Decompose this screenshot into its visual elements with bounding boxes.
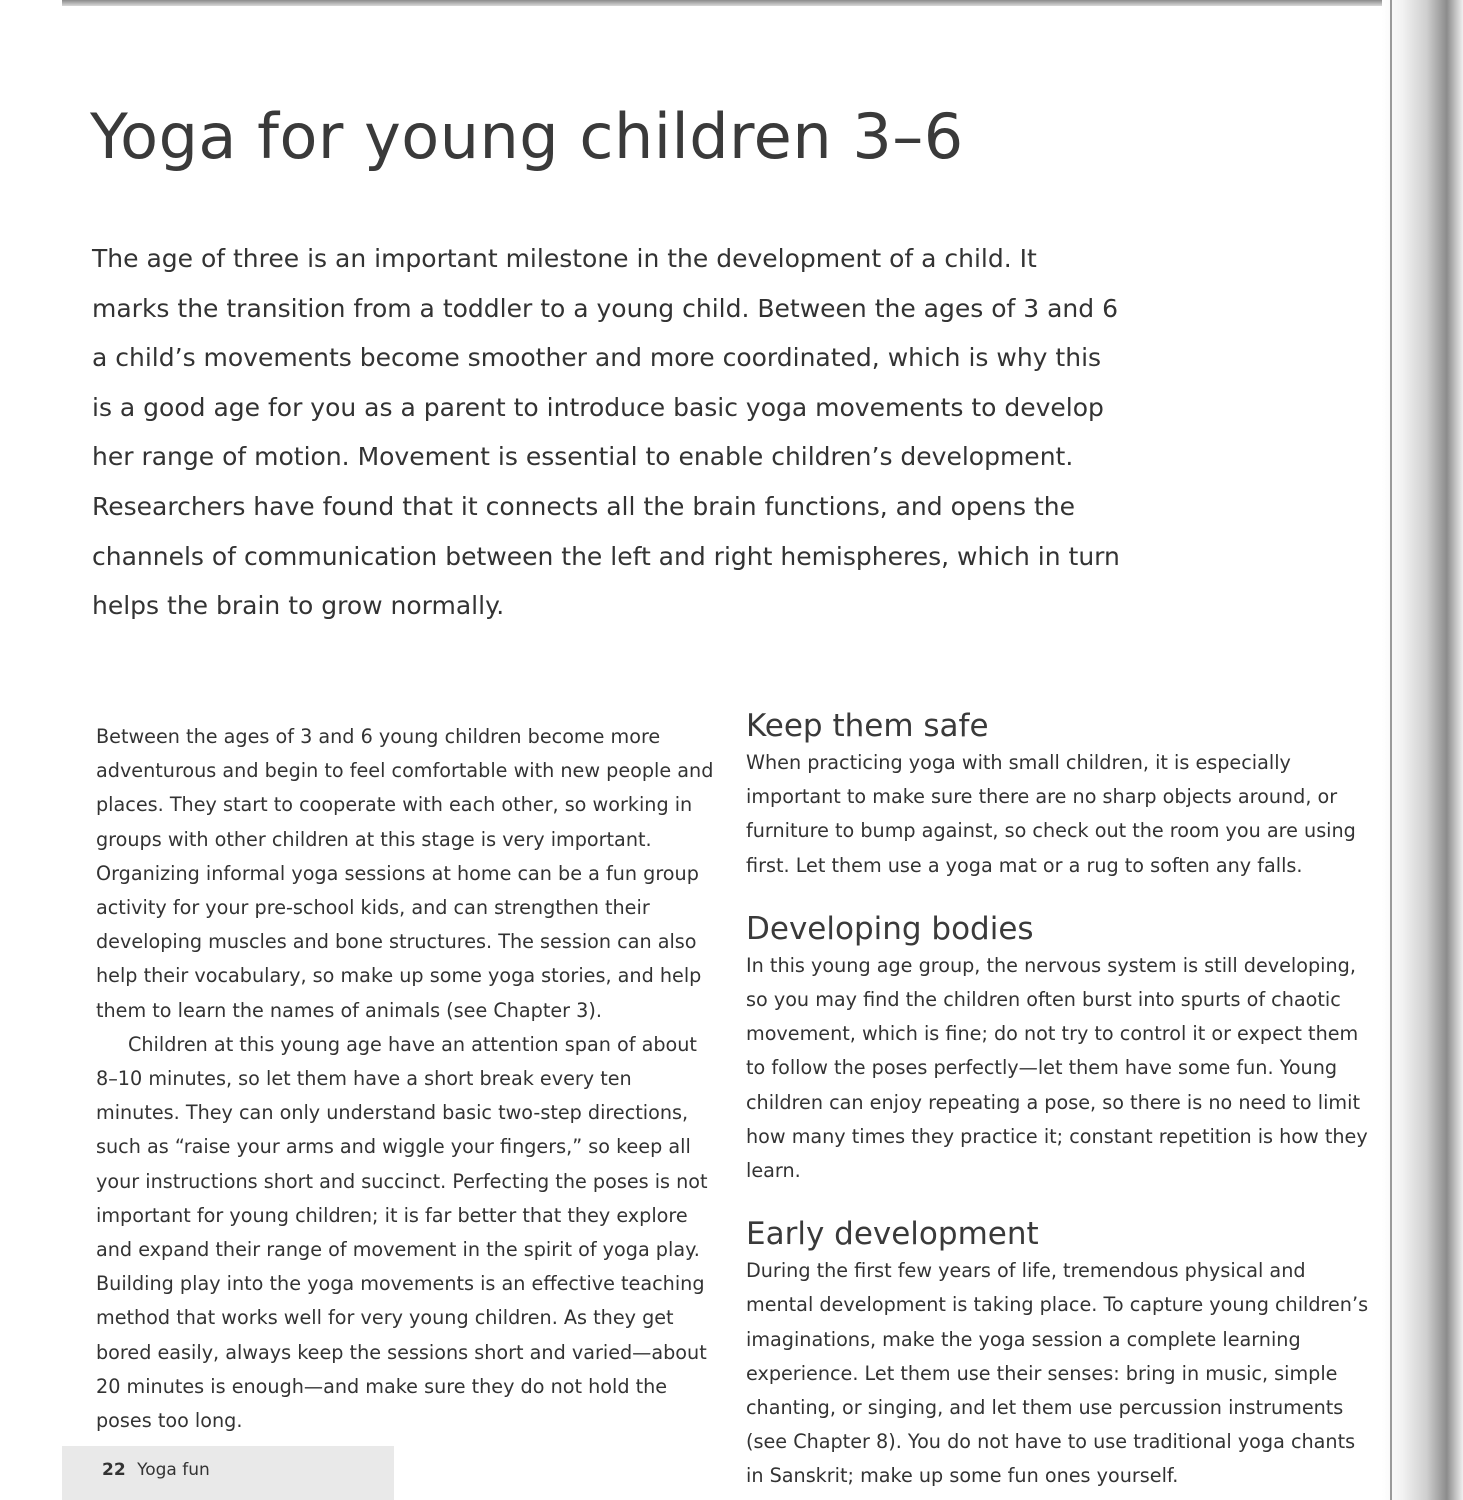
page-number: 22 bbox=[102, 1460, 126, 1480]
section-heading: Developing bodies bbox=[746, 910, 1034, 947]
section-body: When practicing yoga with small children, it is especially important to make sure there are no sharp objects around, or furniture to bump against, so check out the room you are using first. Let them use a yoga mat or a rug to soften any falls. bbox=[746, 751, 1356, 877]
intro-line: channels of communication between the left and right hemispheres, which in turn bbox=[92, 541, 1120, 571]
right-column bbox=[746, 706, 1376, 1494]
section-heading: Early development bbox=[746, 1216, 1039, 1253]
section-body: During the first few years of life, tremendous physical and mental development is taking place. To capture young children’s imaginations, make the yoga session a complete learning experience. Let them use their senses: bring in music, simple chanting, or singing, and let them use percussion instruments (see Chapter 8). You do not have to use traditional yoga chants in Sanskrit; make up some fun ones yourself. bbox=[746, 1259, 1369, 1488]
folio bbox=[102, 1460, 210, 1480]
book-page bbox=[62, 6, 1384, 1500]
running-footer-title: Yoga fun bbox=[137, 1460, 210, 1480]
intro-line: helps the brain to grow normally. bbox=[92, 591, 505, 621]
body-paragraph: Children at this young age have an attention span of about 8–10 minutes, so let them have a short break every ten minutes. They can only understand basic two-step directions, such as “raise your arms and wiggle your fingers,” so keep all your instructions short and succinct. Perfecting the poses is not important for young children; it is far better that they explore and expand their range of movement in the spirit of yoga play. Building play into the yoga movements is an effective teaching method that works well for very young children. As they get bored easily, always keep the sessions short and varied—about 20 minutes is enough—and make sure they do not hold the poses too long. bbox=[96, 1032, 708, 1433]
body-paragraph: Between the ages of 3 and 6 young children become more adventurous and begin to feel comfortable with new people and places. They start to cooperate with each other, so working in groups with other children at this stage is very important. Organizing informal yoga sessions at home can be a fun group activity for your pre-school kids, and can strengthen their developing muscles and bone structures. The session can also help their vocabulary, so make up some yoga stories, and help them to learn the names of animals (see Chapter 3). bbox=[96, 725, 714, 1022]
section-heading: Keep them safe bbox=[746, 708, 989, 744]
section-developing-bodies bbox=[746, 909, 1376, 1188]
left-column bbox=[96, 720, 714, 1438]
book-gutter-shadow bbox=[1382, 0, 1463, 1500]
intro-line: Researchers have found that it connects all the brain functions, and opens the bbox=[92, 491, 1075, 521]
scan-left-margin bbox=[0, 0, 62, 1500]
intro-line: is a good age for you as a parent to introduce basic yoga movements to develop bbox=[92, 392, 1104, 422]
section-early-development bbox=[746, 1214, 1376, 1493]
intro-line: The age of three is an important milestone in the development of a child. It bbox=[92, 244, 1037, 273]
section-body: In this young age group, the nervous system is still developing, so you may find the children often burst into spurts of chaotic movement, which is fine; do not try to control it or expect them to follow the poses perfectly—let them have some fun. Young children can enjoy repeating a pose, so there is no need to limit how many times they practice it; constant repetition is how they learn. bbox=[746, 953, 1368, 1183]
section-keep-them-safe bbox=[746, 706, 1376, 883]
page-footer bbox=[62, 1446, 394, 1500]
intro-line: her range of motion. Movement is essential to enable children’s development. bbox=[92, 442, 1074, 472]
intro-line: marks the transition from a toddler to a young child. Between the ages of 3 and 6 bbox=[92, 293, 1118, 323]
intro-paragraph bbox=[92, 234, 1120, 631]
intro-line: a child’s movements become smoother and more coordinated, which is why this bbox=[92, 343, 1102, 373]
book-gutter-line bbox=[1390, 0, 1392, 1500]
page-title: Yoga for young children 3–6 bbox=[90, 100, 964, 173]
